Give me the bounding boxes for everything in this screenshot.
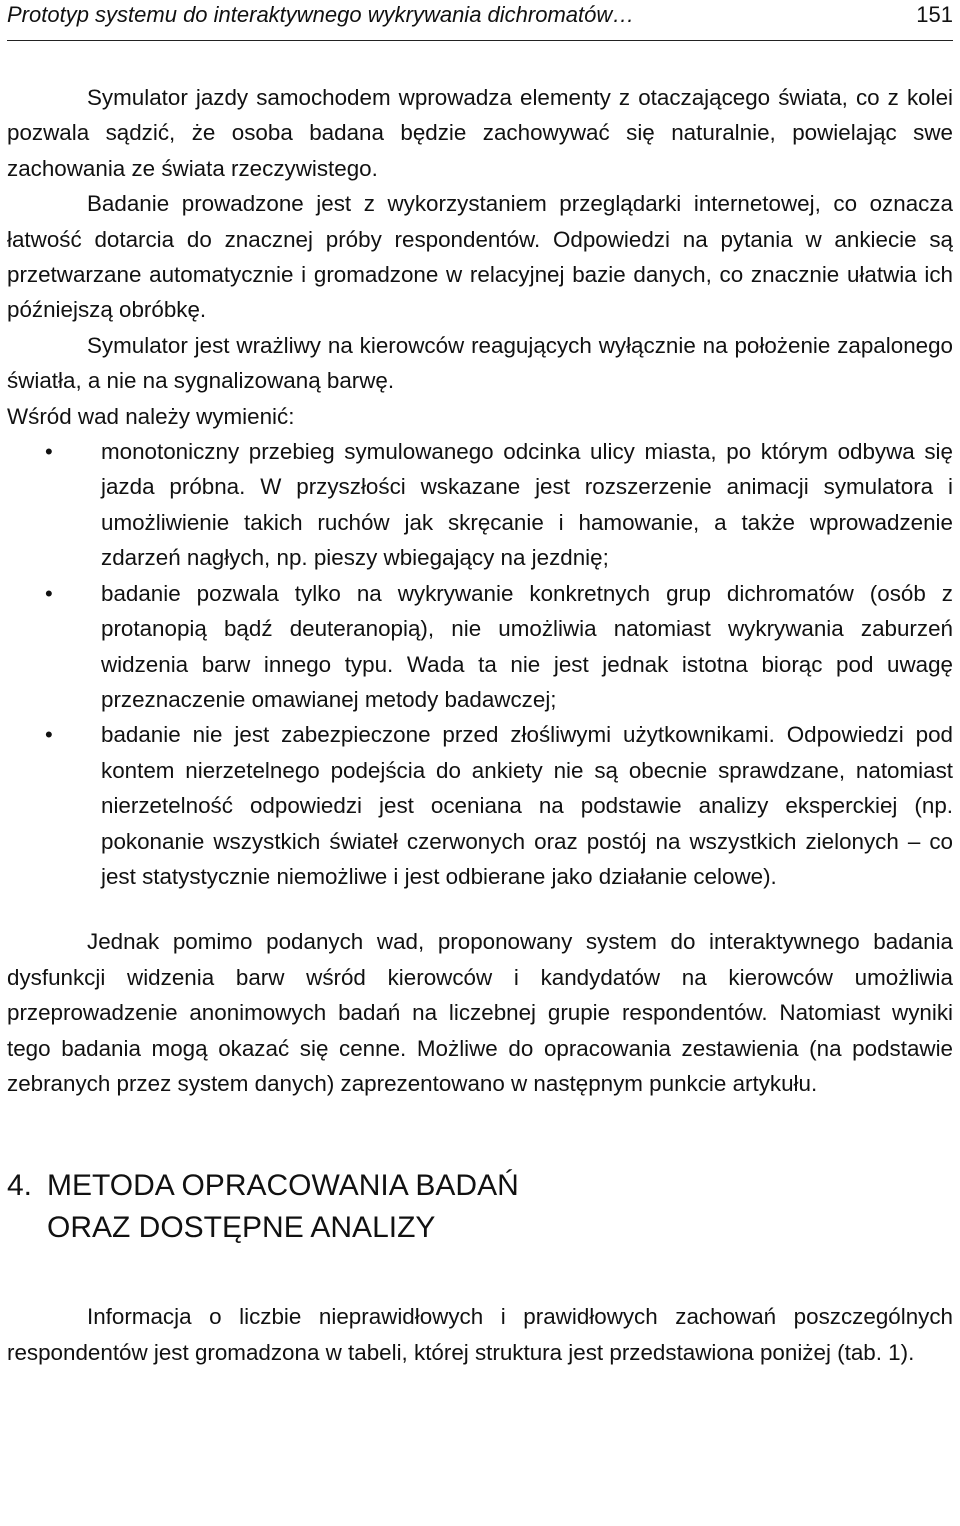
paragraph-conclusion: Jednak pomimo podanych wad, proponowany system do interaktywnego badania dysfunkcji widzenia barw wśród kierowców i kandydatów na kierowców umożliwia przeprowadzenie anonimowych badań na liczebnej grupie respondentów. Natomiast wyniki tego badania mogą okazać się cenne. Możliwe do opracowania zestawienia (na podstawie zebranych przez system danych) zaprezentowano w następnym punkcie artykułu. — [7, 929, 953, 1096]
section-number: 4. — [7, 1169, 33, 1203]
list-item: • badanie nie jest zabezpieczone przed złośliwymi użytkownikami. Odpowiedzi pod kontem nierzetelnego podejścia do ankiety nie są obecnie sprawdzane, natomiast nierzetelność odpowiedzi jest oceniana na podstawie analizy eksperckiej (np. pokonanie wszystkich świateł czerwonych oraz postój na wszystkich zielonych – co jest statystycznie niemożliwe i jest odbierane jako działanie celowe). — [7, 717, 953, 894]
drawbacks-list — [7, 434, 953, 894]
paragraph-table-intro: Informacja o liczbie nieprawidłowych i prawidłowych zachowań poszczególnych respondentów jest gromadzona w tabeli, której struktura jest przedstawiona poniżej (tab. 1). — [7, 1304, 953, 1365]
section-title-line1: METODA OPRACOWANIA BADAŃ — [47, 1169, 519, 1203]
body-text — [7, 80, 953, 1370]
paragraph-simulator: Symulator jazdy samochodem wprowadza elementy z otaczającego świata, co z kolei pozwala sądzić, że osoba badana będzie zachowywać się naturalnie, powielając swe zachowania ze świata rzeczywistego. — [7, 85, 953, 181]
list-item: • badanie pozwala tylko na wykrywanie konkretnych grup dichromatów (osób z protanopią bądź deuteranopią), nie umożliwia natomiast wykrywania zaburzeń widzenia barw innego typu. Wada ta nie jest jednak istotna biorąc pod uwagę przeznaczenie omawianej metody badawczej; — [7, 576, 953, 718]
paragraph-sensitivity: Symulator jest wrażliwy na kierowców reagujących wyłącznie na położenie zapalonego światła, a nie na sygnalizowaną barwę. — [7, 332, 953, 394]
section-title-line2: ORAZ DOSTĘPNE ANALIZY — [47, 1211, 436, 1245]
running-title: Prototyp systemu do interaktywnego wykrywania dichromatów… — [7, 2, 635, 27]
section-heading — [7, 1165, 953, 1249]
page-number: 151 — [916, 2, 953, 27]
list-item: • monotoniczny przebieg symulowanego odcinka ulicy miasta, po którym odbywa się jazda próbna. W przyszłości wskazane jest rozszerzenie animacji symulatora i umożliwienie takich ruchów jak skręcanie i hamowanie, a także wprowadzenie zdarzeń nagłych, np. pieszy wbiegający na jezdnię; — [7, 434, 953, 576]
running-header — [7, 0, 953, 41]
paragraph-drawbacks-intro: Wśród wad należy wymienić: — [7, 403, 295, 429]
paragraph-browser: Badanie prowadzone jest z wykorzystaniem przeglądarki internetowej, co oznacza łatwość dotarcia do znacznej próby respondentów. Odpowiedzi na pytania w ankiecie są przetwarzane automatycznie i gromadzone w relacyjnej bazie danych, co znacznie ułatwia ich późniejszą obróbkę. — [7, 191, 953, 323]
